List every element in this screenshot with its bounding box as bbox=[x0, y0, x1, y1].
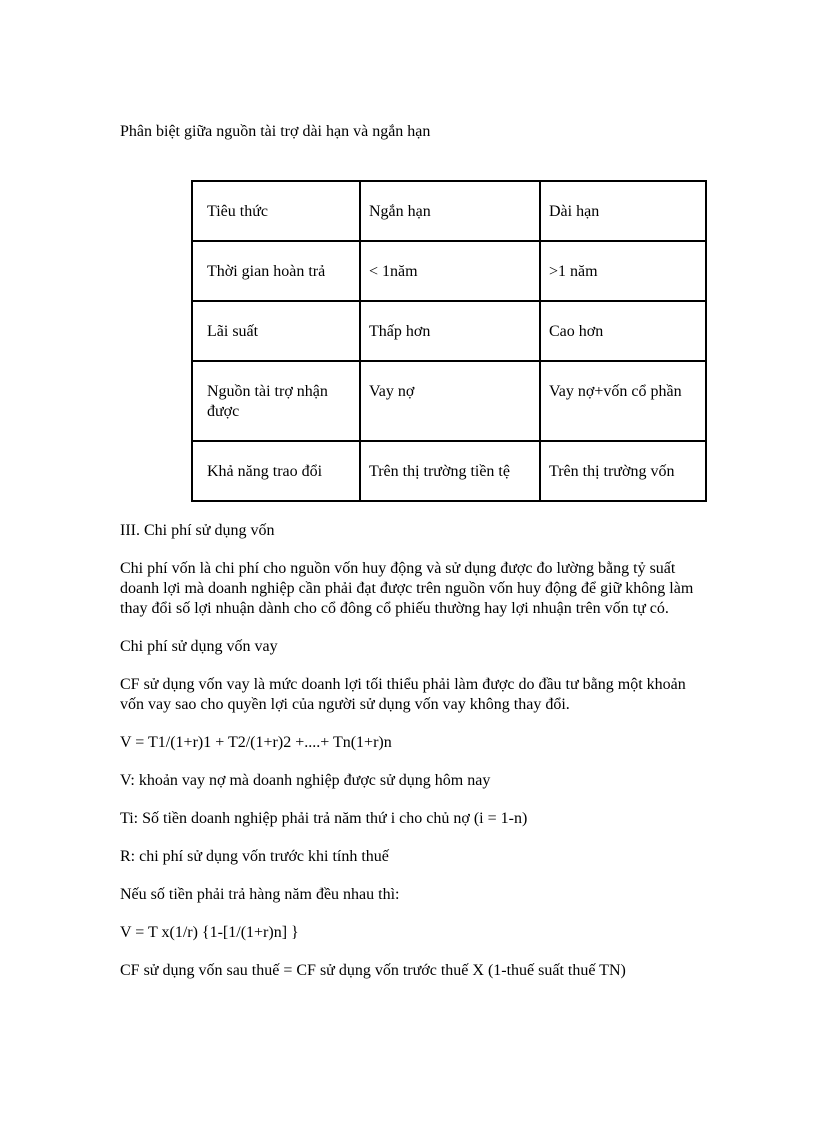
section-title: III. Chi phí sử dụng vốn bbox=[120, 522, 275, 539]
table-cell: Thấp hơn bbox=[360, 301, 540, 361]
comparison-table bbox=[191, 180, 707, 502]
table-cell: Thời gian hoàn trả bbox=[192, 241, 360, 301]
table-row bbox=[192, 241, 706, 301]
paragraph: V: khoản vay nợ mà doanh nghiệp được sử dụng hôm nay bbox=[120, 772, 491, 789]
body-text bbox=[120, 521, 700, 999]
table-cell: Lãi suất bbox=[192, 301, 360, 361]
table-cell: Nguồn tài trợ nhận được bbox=[192, 361, 360, 441]
paragraph: R: chi phí sử dụng vốn trước khi tính thuế bbox=[120, 848, 389, 865]
table-row bbox=[192, 301, 706, 361]
table-cell: Vay nợ bbox=[360, 361, 540, 441]
paragraph: CF sử dụng vốn sau thuế = CF sử dụng vốn trước thuế X (1-thuế suất thuế TN) bbox=[120, 962, 626, 979]
paragraph: Ti: Số tiền doanh nghiệp phải trả năm thứ i cho chủ nợ (i = 1-n) bbox=[120, 810, 528, 827]
paragraph: CF sử dụng vốn vay là mức doanh lợi tối thiểu phải làm được do đầu tư bằng một khoản vốn vay sao cho quyền lợi của người sử dụng vốn vay không thay đổi. bbox=[120, 676, 686, 713]
table-row bbox=[192, 361, 706, 441]
section-heading: Phân biệt giữa nguồn tài trợ dài hạn và ngắn hạn bbox=[120, 123, 431, 140]
paragraph: Chi phí vốn là chi phí cho nguồn vốn huy động và sử dụng được đo lường bằng tỷ suất doanh lợi mà doanh nghiệp cần phải đạt được trên nguồn vốn huy động để giữ không làm thay đổi số lợi nhuận dành cho cổ đông cổ phiếu thường hay lợi nhuận trên vốn tự có. bbox=[120, 560, 694, 617]
paragraph: Nếu số tiền phải trả hàng năm đều nhau thì: bbox=[120, 886, 400, 903]
formula: V = T x(1/r) {1-[1/(1+r)n] } bbox=[120, 924, 299, 941]
table-row bbox=[192, 441, 706, 501]
formula: V = T1/(1+r)1 + T2/(1+r)2 +....+ Tn(1+r)n bbox=[120, 734, 392, 751]
table-cell: >1 năm bbox=[540, 241, 706, 301]
table-cell: Trên thị trường vốn bbox=[540, 441, 706, 501]
subsection-title: Chi phí sử dụng vốn vay bbox=[120, 638, 278, 655]
table-cell: Vay nợ+vốn cổ phần bbox=[540, 361, 706, 441]
table-header-cell: Tiêu thức bbox=[192, 181, 360, 241]
table-header-cell: Ngắn hạn bbox=[360, 181, 540, 241]
table-cell: Khả năng trao đổi bbox=[192, 441, 360, 501]
table-cell: < 1năm bbox=[360, 241, 540, 301]
table-cell: Trên thị trường tiền tệ bbox=[360, 441, 540, 501]
table-cell: Cao hơn bbox=[540, 301, 706, 361]
table-header-cell: Dài hạn bbox=[540, 181, 706, 241]
table-header-row bbox=[192, 181, 706, 241]
